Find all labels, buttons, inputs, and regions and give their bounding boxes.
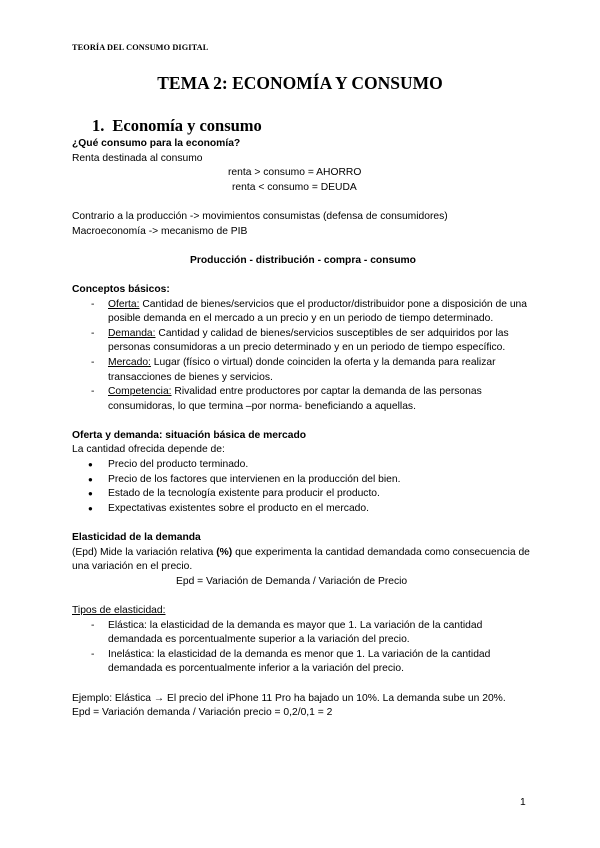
list-item: - Inelástica: la elasticidad de la demanda es menor que 1. La variación de la cantidad demandada es porcentualmente inferior a la variación del precio. — [72, 648, 534, 677]
list-item — [72, 327, 534, 356]
desc-text: (Epd) Mide la variación relativa — [72, 546, 217, 558]
ejemplo-line: Ejemplo: Elástica → El precio del iPhone 11 Pro ha bajado un 10%. La demanda sube un 20%. — [72, 692, 506, 704]
oferta-demanda-intro: La cantidad ofrecida depende de: — [72, 444, 225, 456]
section-heading — [92, 116, 534, 136]
running-header: TEORÍA DEL CONSUMO DIGITAL — [72, 43, 209, 52]
list-item: ● Precio del producto terminado. — [72, 458, 534, 473]
list-item: ● Estado de la tecnología existente para producir el producto. — [72, 487, 534, 502]
list-item: ● Precio de los factores que intervienen en la producción del bien. — [72, 473, 534, 488]
oferta-demanda-heading: Oferta y demanda: situación básica de mercado — [72, 429, 307, 441]
tipos-heading: Tipos de elasticidad: — [72, 605, 166, 616]
elasticidad-description — [72, 546, 534, 575]
elasticidad-formula: Epd = Variación de Demanda / Variación de Precio — [176, 575, 408, 587]
section-number: 1. — [92, 116, 105, 135]
desc-percent: (%) — [216, 546, 233, 558]
renta-intro: Renta destinada al consumo — [72, 152, 203, 164]
conceptos-heading: Conceptos básicos: — [72, 283, 170, 295]
factors-list — [72, 458, 534, 516]
list-item — [72, 385, 534, 414]
value-chain: Producción - distribución - compra - consumo — [190, 254, 416, 266]
desc-text: que experimenta la cantidad demandada como consecuencia de una variación en el precio. — [72, 546, 530, 573]
section-title: Economía y consumo — [112, 116, 262, 135]
term-definition: Rivalidad entre productores por captar la demanda de las personas consumidoras, lo que termina –por norma- beneficiando a aquellas. — [108, 386, 482, 412]
renta-deuda: renta < consumo = DEUDA — [232, 181, 357, 193]
term-label: Mercado: — [108, 356, 151, 368]
tipos-list — [72, 619, 534, 677]
term-definition: Cantidad y calidad de bienes/servicios susceptibles de ser adquiridos por las personas consumidoras a un precio determinado y en un periodo de tiempo específico. — [108, 327, 509, 354]
conceptos-list — [72, 298, 534, 415]
term-label: Oferta: — [108, 298, 140, 310]
term-definition: Lugar (físico o virtual) donde coinciden la oferta y la demanda para realizar transacciones de bienes y servicios. — [108, 356, 496, 383]
list-item — [72, 298, 534, 327]
ejemplo-calculation: Epd = Variación demanda / Variación precio = 0,2/0,1 = 2 — [72, 707, 333, 719]
term-definition: Cantidad de bienes/servicios que el productor/distribuidor pone a disposición de una posible demanda en el mercado a un precio y en un periodo de tiempo determinado. — [108, 298, 528, 325]
elasticidad-heading: Elasticidad de la demanda — [72, 532, 201, 544]
macro-line: Macroeconomía -> mecanismo de PIB — [72, 225, 248, 237]
term-label: Competencia: — [108, 386, 172, 398]
contrario-line: Contrario a la producción -> movimientos consumistas (defensa de consumidores) — [72, 210, 448, 222]
question-heading: ¿Qué consumo para la economía? — [72, 138, 241, 149]
renta-ahorro: renta > consumo = AHORRO — [228, 167, 362, 179]
list-item: - Elástica: la elasticidad de la demanda es mayor que 1. La variación de la cantidad demandada es porcentualmente superior a la variación del precio. — [72, 619, 534, 648]
list-item: ● Expectativas existentes sobre el producto en el mercado. — [72, 502, 534, 517]
document-body — [72, 116, 534, 721]
page-number: 1 — [520, 797, 526, 808]
page-title: TEMA 2: ECONOMÍA Y CONSUMO — [157, 73, 443, 93]
list-item — [72, 356, 534, 385]
term-label: Demanda: — [108, 327, 156, 339]
